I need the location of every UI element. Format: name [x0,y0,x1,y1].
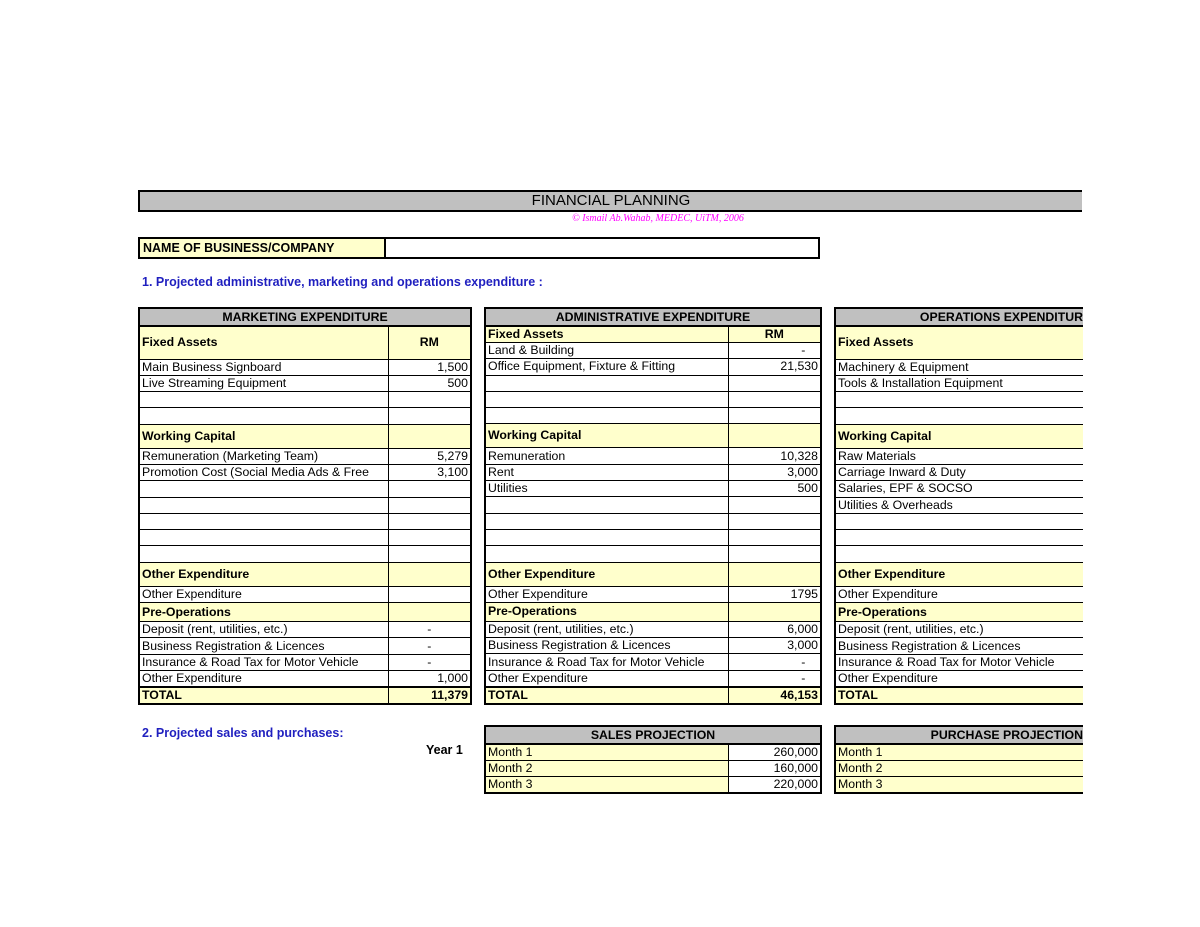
marketing-expenditure-table [138,307,472,705]
other-expenditure-heading: Other Expenditure [485,562,728,586]
cell-value[interactable]: 500 [728,481,821,497]
cell-value[interactable]: - [388,622,471,638]
cell-label[interactable]: Other Expenditure [139,586,388,602]
total-label: TOTAL [485,687,728,704]
pre-operations-heading: Pre-Operations [485,602,728,621]
pre-operations-heading: Pre-Operations [835,603,1083,622]
marketing-total: 11,379 [388,687,471,704]
cell-label[interactable]: Insurance & Road Tax for Motor Vehicle [835,654,1083,670]
purchase-projection-table [834,725,1083,794]
section-1-heading: 1. Projected administrative, marketing and operations expenditure : [142,275,543,289]
month-label: Month 3 [485,777,728,794]
cell-value[interactable]: 1,500 [388,359,471,375]
working-capital-heading: Working Capital [139,424,388,448]
cell-value[interactable]: 21,530 [728,359,821,375]
cell-label[interactable]: Other Expenditure [139,670,388,687]
cell-value[interactable]: - [388,638,471,654]
cell-label[interactable] [139,392,388,408]
cell-label[interactable]: Remuneration [485,448,728,464]
cell-label[interactable]: Insurance & Road Tax for Motor Vehicle [485,654,728,670]
cell-label[interactable] [835,546,1083,562]
cell-label[interactable] [485,375,728,391]
cell-label[interactable]: Other Expenditure [835,670,1083,687]
cell-value[interactable] [728,497,821,513]
cell-label[interactable] [485,546,728,562]
cell-label[interactable]: Business Registration & Licences [485,638,728,654]
cell-label[interactable] [835,408,1083,424]
cell-value[interactable]: 260,000 [728,744,821,761]
cell-value[interactable]: 3,000 [728,638,821,654]
cell-label[interactable] [485,408,728,424]
cell-value[interactable] [728,408,821,424]
month-label: Month 1 [835,744,1083,761]
cell-value[interactable]: 5,279 [388,448,471,464]
cell-label[interactable]: Tools & Installation Equipment [835,375,1083,391]
cell-label[interactable]: Utilities [485,481,728,497]
cell-label[interactable]: Rent [485,464,728,480]
marketing-title: MARKETING EXPENDITURE [139,308,471,326]
cell-label[interactable]: Deposit (rent, utilities, etc.) [485,621,728,637]
cell-value[interactable] [388,408,471,424]
month-label: Month 2 [485,761,728,777]
operations-expenditure-table [834,307,1083,705]
cell-value[interactable]: 10,328 [728,448,821,464]
cell-value[interactable] [728,529,821,545]
cell-value[interactable]: 500 [388,375,471,391]
cell-value[interactable] [388,546,471,562]
cell-label[interactable] [485,391,728,407]
cell-value[interactable]: - [728,654,821,670]
copyright-note: © Ismail Ab.Wahab, MEDEC, UiTM, 2006 [572,213,744,224]
fixed-assets-heading: Fixed Assets [485,326,728,343]
month-label: Month 2 [835,761,1083,777]
cell-label[interactable]: Live Streaming Equipment [139,375,388,391]
operations-title: OPERATIONS EXPENDITUR [835,308,1083,326]
working-capital-heading: Working Capital [835,424,1083,448]
cell-value[interactable]: - [728,343,821,359]
cell-label[interactable]: Utilities & Overheads [835,497,1083,513]
cell-value[interactable] [728,546,821,562]
section-2-heading: 2. Projected sales and purchases: [142,726,344,740]
cell-value[interactable] [388,530,471,546]
cell-label[interactable] [139,408,388,424]
cell-label[interactable] [139,481,388,497]
cell-value[interactable] [388,497,471,513]
cell-label[interactable]: Business Registration & Licences [139,638,388,654]
cell-label[interactable]: Raw Materials [835,448,1083,464]
cell-label[interactable]: Other Expenditure [485,670,728,687]
cell-label[interactable]: Land & Building [485,343,728,359]
cell-value[interactable] [388,513,471,529]
cell-label[interactable]: Carriage Inward & Duty [835,464,1083,480]
cell-value[interactable]: 220,000 [728,777,821,794]
cell-value[interactable] [388,392,471,408]
cell-label[interactable]: Other Expenditure [835,586,1083,602]
cell-value[interactable]: 160,000 [728,761,821,777]
rm-heading: RM [388,326,471,359]
fixed-assets-heading: Fixed Assets [139,326,388,359]
cell-label[interactable] [835,513,1083,529]
cell-value[interactable] [388,586,471,602]
pre-operations-heading: Pre-Operations [139,603,388,622]
month-label: Month 3 [835,777,1083,794]
cell-label[interactable]: Insurance & Road Tax for Motor Vehicle [139,654,388,670]
business-name-label: NAME OF BUSINESS/COMPANY [138,237,386,259]
cell-value[interactable] [728,391,821,407]
cell-label[interactable] [139,497,388,513]
administrative-expenditure-table [484,307,822,705]
total-label: TOTAL [139,687,388,704]
cell-label[interactable]: Remuneration (Marketing Team) [139,448,388,464]
working-capital-heading: Working Capital [485,424,728,448]
cell-label[interactable]: Business Registration & Licences [835,638,1083,654]
cell-label[interactable]: Salaries, EPF & SOCSO [835,481,1083,497]
fixed-assets-heading: Fixed Assets [835,326,1083,359]
rm-heading: RM [728,326,821,343]
cell-value[interactable]: 1,000 [388,670,471,687]
sales-title: SALES PROJECTION [485,726,821,744]
cell-label[interactable] [139,546,388,562]
cell-value[interactable]: - [728,670,821,687]
cell-value[interactable] [388,481,471,497]
cell-label[interactable]: Promotion Cost (Social Media Ads & Free [139,464,388,480]
other-expenditure-heading: Other Expenditure [835,562,1083,586]
sales-projection-table [484,725,822,794]
administrative-total: 46,153 [728,687,821,704]
cell-label[interactable] [139,513,388,529]
cell-value[interactable]: 3,000 [728,464,821,480]
page-title: FINANCIAL PLANNING [138,190,1082,212]
cell-label[interactable]: Main Business Signboard [139,359,388,375]
cell-value[interactable]: - [388,654,471,670]
other-expenditure-heading: Other Expenditure [139,562,388,586]
purchase-title: PURCHASE PROJECTION [835,726,1083,744]
administrative-title: ADMINISTRATIVE EXPENDITURE [485,308,821,326]
cell-value[interactable] [728,375,821,391]
cell-value[interactable]: 1795 [728,586,821,602]
cell-value[interactable] [728,513,821,529]
year-label: Year 1 [426,743,463,757]
cell-value[interactable]: 3,100 [388,464,471,480]
cell-label[interactable] [139,530,388,546]
business-name-input[interactable] [386,237,820,259]
cell-label[interactable] [485,497,728,513]
cell-label[interactable]: Machinery & Equipment [835,359,1083,375]
cell-value[interactable]: 6,000 [728,621,821,637]
cell-label[interactable]: Deposit (rent, utilities, etc.) [835,622,1083,638]
cell-label[interactable] [835,392,1083,408]
cell-label[interactable] [485,513,728,529]
total-label: TOTAL [835,687,1083,704]
cell-label[interactable]: Other Expenditure [485,586,728,602]
cell-label[interactable]: Office Equipment, Fixture & Fitting [485,359,728,375]
cell-label[interactable]: Deposit (rent, utilities, etc.) [139,622,388,638]
cell-label[interactable] [485,529,728,545]
month-label: Month 1 [485,744,728,761]
cell-label[interactable] [835,530,1083,546]
